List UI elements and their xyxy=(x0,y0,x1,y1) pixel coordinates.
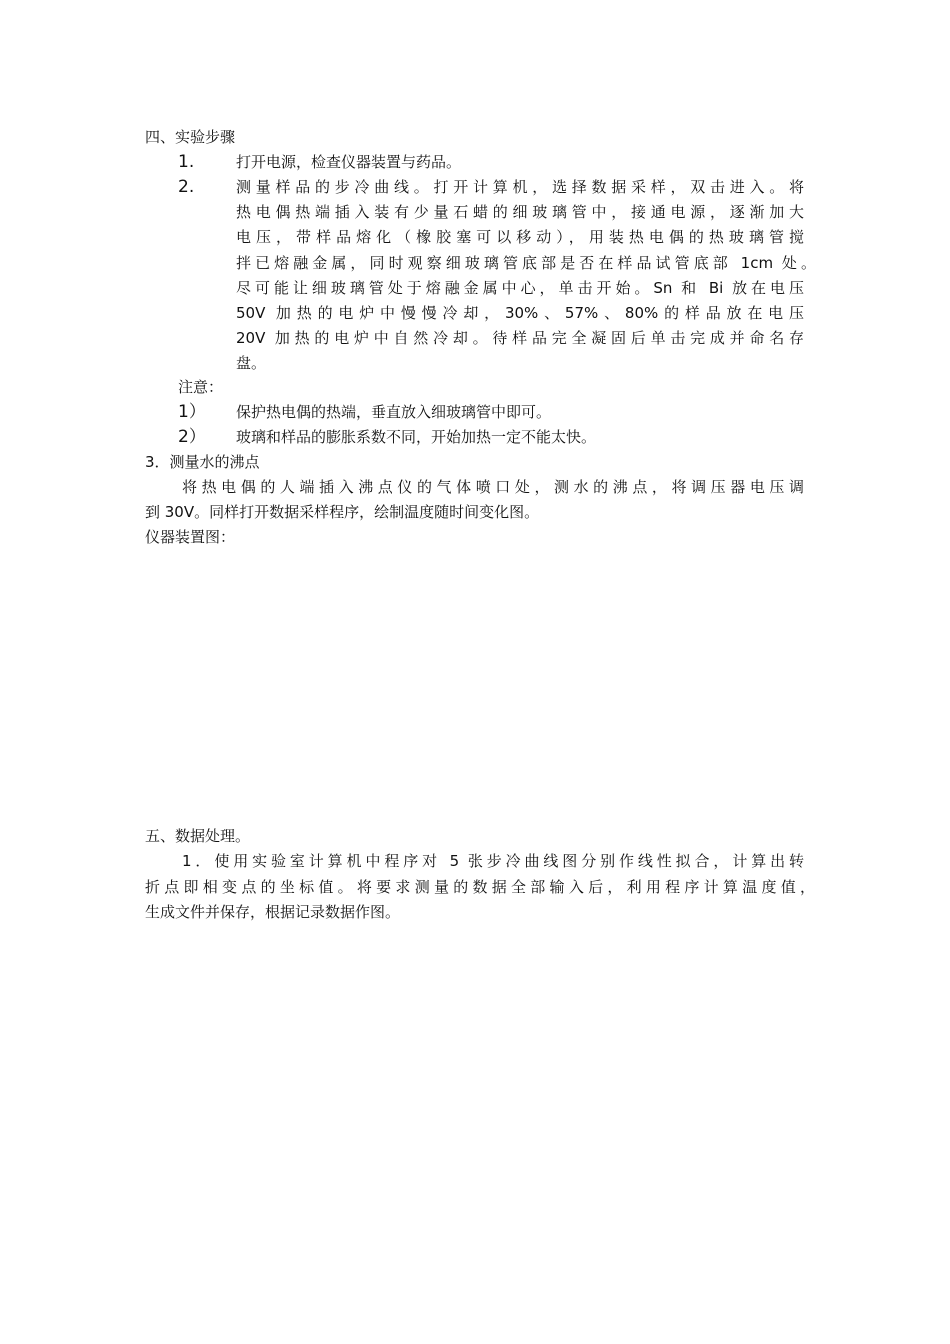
section5-line-3: 生成文件并保存，根据记录数据作图。 xyxy=(145,903,401,921)
note2-text: 玻璃和样品的膨胀系数不同，开始加热一定不能太快。 xyxy=(236,428,597,446)
step2-line-3: 电压，带样品熔化（橡胶塞可以移动），用装热电偶的热玻璃管搅 xyxy=(236,228,804,246)
step3-line-2: 到 30V。同样打开数据采样程序，绘制温度随时间变化图。 xyxy=(145,503,540,521)
apparatus-figure-area xyxy=(145,552,810,822)
note1-text: 保护热电偶的热端，垂直放入细玻璃管中即可。 xyxy=(236,403,552,421)
step2-number: 2. xyxy=(178,177,195,197)
step2-line-2: 热电偶热端插入装有少量石蜡的细玻璃管中，接通电源，逐渐加大 xyxy=(236,203,804,221)
step2-line-4: 拌已熔融金属，同时观察细玻璃管底部是否在样品试管底部 1cm 处。 xyxy=(236,254,816,272)
step3-line-1: 将热电偶的人端插入沸点仪的气体喷口处，测水的沸点，将调压器电压调 xyxy=(182,478,804,496)
note-label: 注意： xyxy=(178,378,224,396)
step1-text: 打开电源，检查仪器装置与药品。 xyxy=(236,153,462,171)
step1-number: 1. xyxy=(178,152,195,172)
step2-line-1: 测量样品的步冷曲线。打开计算机，选择数据采样，双击进入。将 xyxy=(236,178,804,196)
step2-line-5: 尽可能让细玻璃管处于熔融金属中心，单击开始。Sn 和 Bi 放在电压 xyxy=(236,279,804,297)
step2-line-8: 盘。 xyxy=(236,354,267,372)
step3-heading: 3．测量水的沸点 xyxy=(145,453,260,471)
step2-line-6: 50V 加热的电炉中慢慢冷却，30%、57%、80%的样品放在电压 xyxy=(236,304,804,322)
note2-number: 2） xyxy=(178,427,206,447)
figure-label: 仪器装置图： xyxy=(145,528,236,546)
note1-number: 1） xyxy=(178,402,206,422)
section4-heading: 四、实验步骤 xyxy=(145,128,236,146)
section5-line-2: 折点即相变点的坐标值。将要求测量的数据全部输入后，利用程序计算温度值， xyxy=(145,878,815,896)
section5-heading: 五、数据处理。 xyxy=(145,827,251,845)
section5-line-1: 1．使用实验室计算机中程序对 5 张步冷曲线图分别作线性拟合，计算出转 xyxy=(182,852,804,870)
step2-line-7: 20V 加热的电炉中自然冷却。待样品完全凝固后单击完成并命名存 xyxy=(236,329,804,347)
